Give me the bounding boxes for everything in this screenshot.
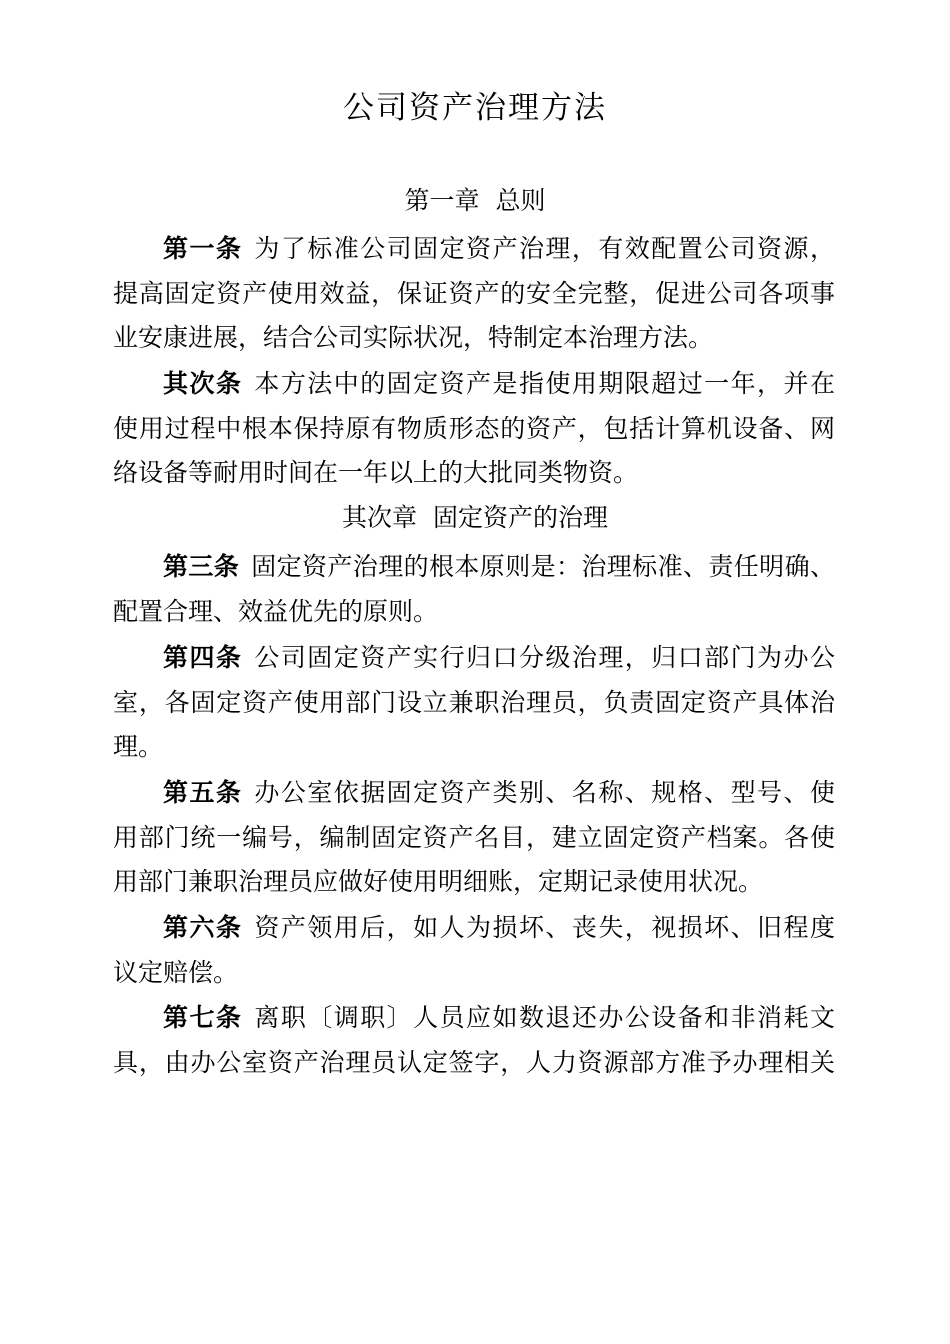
article-line: 理。: [113, 732, 164, 761]
article-line: 用部门兼职治理员应做好使用明细账，定期记录使用状况。: [113, 867, 764, 896]
article-label: 第六条: [163, 913, 243, 942]
article-line: 络设备等耐用时间在一年以上的大批同类物资。: [113, 458, 639, 487]
chapter-heading-1: 第一章 总则: [404, 186, 546, 215]
article-line: 具，由办公室资产治理员认定签字，人力资源部方准予办理相关: [113, 1047, 835, 1077]
chapter-heading-2: 其次章 固定资产的治理: [342, 503, 608, 532]
article-line: 配置合理、效益优先的原则。: [113, 596, 439, 626]
article-label: 第一条: [163, 234, 243, 263]
article-1: [113, 227, 835, 361]
article-line: 第三条 固定资产治理的根本原则是：治理标准、责任明确、: [163, 552, 835, 581]
article-line: 第五条 办公室依据固定资产类别、名称、规格、型号、使: [163, 778, 835, 807]
article-line: 用部门统一编号，编制固定资产名目，建立固定资产档案。各使: [113, 822, 835, 852]
article-line: 业安康进展，结合公司实际状况，特制定本治理方法。: [113, 323, 714, 352]
article-line: 其次条 本方法中的固定资产是指使用期限超过一年，并在: [163, 369, 835, 398]
article-label: 第五条: [163, 778, 243, 807]
article-3: [113, 545, 835, 634]
article-label: 第七条: [163, 1003, 243, 1032]
article-label: 第四条: [163, 643, 243, 672]
article-7: [113, 996, 835, 1085]
article-line: 第七条 离职〔调职〕人员应如数退还办公设备和非消耗文: [163, 1003, 835, 1032]
article-line: 第一条 为了标准公司固定资产治理，有效配置公司资源，: [163, 234, 835, 263]
article-line: 提高固定资产使用效益，保证资产的安全完整，促进公司各项事: [113, 278, 835, 308]
article-line: 第六条 资产领用后，如人为损坏、丧失，视损坏、旧程度: [163, 913, 835, 942]
article-line: 议定赔偿。: [113, 957, 239, 987]
article-label: 第三条: [163, 552, 240, 581]
article-line: 第四条 公司固定资产实行归口分级治理，归口部门为办公: [163, 643, 835, 672]
document-title: 公司资产治理方法: [343, 90, 607, 126]
article-label: 其次条: [163, 369, 243, 398]
article-5: [113, 771, 835, 905]
article-4: [113, 636, 835, 770]
article-line: 室，各固定资产使用部门设立兼职治理员，负责固定资产具体治: [113, 687, 835, 717]
article-line: 使用过程中根本保持原有物质形态的资产，包括计算机设备、网: [113, 413, 835, 443]
article-2: [113, 362, 835, 496]
article-6: [113, 906, 835, 995]
